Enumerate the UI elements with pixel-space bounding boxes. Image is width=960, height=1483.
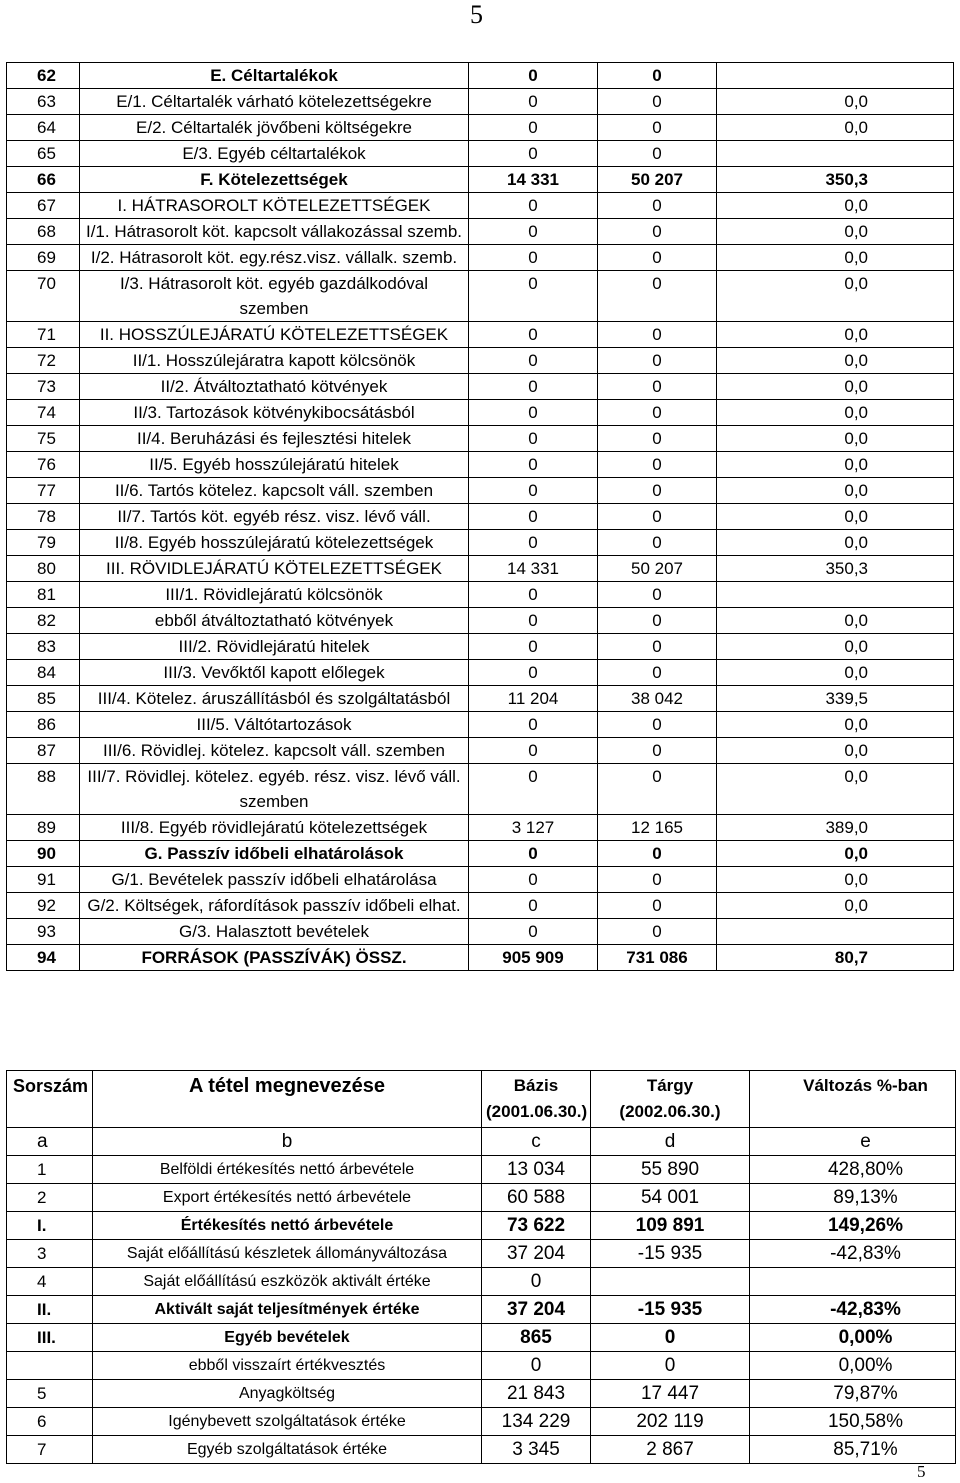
row-value-base: 0	[469, 426, 598, 452]
row-number: 83	[7, 634, 80, 660]
table-row	[7, 893, 954, 919]
row-value-base: 0	[469, 841, 598, 867]
row-item-name: G/2. Költségek, ráfordítások passzív időbeli elhat.	[80, 893, 469, 919]
table-row	[7, 193, 954, 219]
row-value-change: 80,7	[717, 945, 954, 971]
table-row	[7, 1296, 956, 1324]
row-value-change: -42,83%	[750, 1240, 956, 1268]
row-item-name: II/6. Tartós kötelez. kapcsolt váll. szemben	[80, 478, 469, 504]
row-number: 84	[7, 660, 80, 686]
table-row	[7, 556, 954, 582]
row-value-subject: 50 207	[598, 167, 717, 193]
row-value-base: 0	[469, 893, 598, 919]
table-row	[7, 504, 954, 530]
row-value-base: 0	[469, 738, 598, 764]
row-number: 85	[7, 686, 80, 712]
row-value-change: 428,80%	[750, 1156, 956, 1184]
row-value-subject: 0	[591, 1352, 750, 1380]
table-row	[7, 478, 954, 504]
row-item-name: III/2. Rövidlejáratú hitelek	[80, 634, 469, 660]
row-value-change: 0,0	[717, 452, 954, 478]
table-row	[7, 1436, 956, 1464]
row-value-change: 0,0	[717, 867, 954, 893]
row-item-name: III/6. Rövidlej. kötelez. kapcsolt váll. szemben	[80, 738, 469, 764]
row-value-base: 0	[469, 452, 598, 478]
table-row	[7, 426, 954, 452]
row-value-base: 0	[469, 193, 598, 219]
row-value-base: 0	[469, 245, 598, 271]
table-row	[7, 919, 954, 945]
row-number: 74	[7, 400, 80, 426]
row-number: 91	[7, 867, 80, 893]
row-value-subject: 0	[598, 530, 717, 556]
row-value-base: 14 331	[469, 167, 598, 193]
row-value-change: 389,0	[717, 815, 954, 841]
row-value-change	[717, 582, 954, 608]
income-statement-table	[6, 1070, 956, 1464]
table-row	[7, 219, 954, 245]
row-item-name: Értékesítés nettó árbevétele	[93, 1212, 482, 1240]
row-value-change: 0,0	[717, 712, 954, 738]
row-value-subject: 0	[598, 271, 717, 322]
row-serial: 3	[7, 1240, 93, 1268]
row-number: 89	[7, 815, 80, 841]
row-value-change	[750, 1268, 956, 1296]
table-row	[7, 63, 954, 89]
row-value-change: 149,26%	[750, 1212, 956, 1240]
header-serial: Sorszám	[7, 1071, 93, 1128]
row-item-name: ebből visszaírt értékvesztés	[93, 1352, 482, 1380]
row-value-base: 14 331	[469, 556, 598, 582]
table-row	[7, 1156, 956, 1184]
row-item-name: Saját előállítású eszközök aktivált értéke	[93, 1268, 482, 1296]
row-item-name: Anyagköltség	[93, 1380, 482, 1408]
row-item-name: Saját előállítású készletek állományváltozása	[93, 1240, 482, 1268]
row-item-name: II/4. Beruházási és fejlesztési hitelek	[80, 426, 469, 452]
row-value-change: 0,0	[717, 245, 954, 271]
row-item-name: III/5. Váltótartozások	[80, 712, 469, 738]
row-value-subject: 109 891	[591, 1212, 750, 1240]
row-value-subject: 0	[598, 660, 717, 686]
row-number: 86	[7, 712, 80, 738]
row-item-name: FORRÁSOK (PASSZÍVÁK) ÖSSZ.	[80, 945, 469, 971]
row-value-base: 0	[469, 582, 598, 608]
row-value-subject: 12 165	[598, 815, 717, 841]
row-value-subject: 0	[598, 867, 717, 893]
row-number: 78	[7, 504, 80, 530]
row-value-subject: -15 935	[591, 1296, 750, 1324]
table-row	[7, 374, 954, 400]
row-value-subject: 0	[598, 245, 717, 271]
row-serial: 1	[7, 1156, 93, 1184]
row-value-base: 0	[469, 374, 598, 400]
row-value-change: 79,87%	[750, 1380, 956, 1408]
row-value-change: 0,0	[717, 219, 954, 245]
table-row	[7, 867, 954, 893]
row-number: 73	[7, 374, 80, 400]
row-value-change: 0,0	[717, 271, 954, 322]
row-value-subject: 0	[598, 141, 717, 167]
row-value-base: 0	[469, 400, 598, 426]
letter-c: c	[482, 1128, 591, 1156]
row-item-name: II/8. Egyéb hosszúlejáratú kötelezettségek	[80, 530, 469, 556]
table-row	[7, 1240, 956, 1268]
row-value-subject: 0	[598, 634, 717, 660]
row-value-subject: 0	[598, 348, 717, 374]
row-number: 66	[7, 167, 80, 193]
row-value-subject: 202 119	[591, 1408, 750, 1436]
row-number: 77	[7, 478, 80, 504]
row-value-base: 0	[469, 634, 598, 660]
row-value-change: 0,0	[717, 504, 954, 530]
table-row	[7, 1268, 956, 1296]
row-number: 82	[7, 608, 80, 634]
table-row	[7, 271, 954, 322]
row-item-name: III/4. Kötelez. áruszállításból és szolgáltatásból	[80, 686, 469, 712]
row-value-subject: 0	[598, 764, 717, 815]
row-value-change	[717, 63, 954, 89]
row-value-change	[717, 141, 954, 167]
row-value-base: 0	[469, 712, 598, 738]
row-number: 67	[7, 193, 80, 219]
row-value-subject: 55 890	[591, 1156, 750, 1184]
row-value-base: 0	[469, 764, 598, 815]
row-value-subject: -15 935	[591, 1240, 750, 1268]
row-value-base: 37 204	[482, 1240, 591, 1268]
row-item-name: III/3. Vevőktől kapott előlegek	[80, 660, 469, 686]
row-item-name: II/2. Átváltoztatható kötvények	[80, 374, 469, 400]
row-value-subject: 38 042	[598, 686, 717, 712]
row-value-subject: 0	[598, 582, 717, 608]
row-value-base: 60 588	[482, 1184, 591, 1212]
row-value-change: 0,0	[717, 738, 954, 764]
row-value-change: 339,5	[717, 686, 954, 712]
table-row	[7, 1352, 956, 1380]
row-value-change: 0,00%	[750, 1324, 956, 1352]
table-row	[7, 1212, 956, 1240]
row-value-base: 3 127	[469, 815, 598, 841]
row-value-base: 0	[469, 141, 598, 167]
row-value-change: 0,0	[717, 348, 954, 374]
table-row	[7, 167, 954, 193]
row-value-subject: 0	[598, 89, 717, 115]
row-item-name: ebből átváltoztatható kötvények	[80, 608, 469, 634]
row-value-subject: 2 867	[591, 1436, 750, 1464]
row-item-name: E/3. Egyéb céltartalékok	[80, 141, 469, 167]
header-base: Bázis (2001.06.30.)	[482, 1071, 591, 1128]
row-value-base: 11 204	[469, 686, 598, 712]
row-value-base: 0	[469, 530, 598, 556]
row-value-change: 0,0	[717, 764, 954, 815]
row-value-subject: 0	[598, 374, 717, 400]
row-value-base: 0	[469, 63, 598, 89]
row-value-subject: 54 001	[591, 1184, 750, 1212]
row-value-subject: 0	[598, 115, 717, 141]
page-number-bottom: 5	[917, 1462, 926, 1481]
row-number: 63	[7, 89, 80, 115]
row-value-subject: 0	[598, 712, 717, 738]
row-item-name: I. HÁTRASOROLT KÖTELEZETTSÉGEK	[80, 193, 469, 219]
table-row	[7, 141, 954, 167]
row-serial: III.	[7, 1324, 93, 1352]
page-number-top: 5	[470, 0, 483, 29]
row-value-base: 73 622	[482, 1212, 591, 1240]
row-value-base: 0	[469, 271, 598, 322]
row-value-base: 0	[469, 660, 598, 686]
row-value-base: 0	[469, 115, 598, 141]
row-value-subject: 0	[598, 219, 717, 245]
row-value-base: 0	[469, 608, 598, 634]
header-subject: Tárgy (2002.06.30.)	[591, 1071, 750, 1128]
row-item-name: I/1. Hátrasorolt köt. kapcsolt vállakozással szemb.	[80, 219, 469, 245]
row-value-subject: 0	[598, 193, 717, 219]
row-number: 71	[7, 322, 80, 348]
letter-d: d	[591, 1128, 750, 1156]
row-serial: I.	[7, 1212, 93, 1240]
row-value-base: 0	[469, 322, 598, 348]
row-value-change: 0,0	[717, 115, 954, 141]
row-item-name: E/2. Céltartalék jövőbeni költségekre	[80, 115, 469, 141]
row-serial: 7	[7, 1436, 93, 1464]
row-number: 88	[7, 764, 80, 815]
table-row	[7, 634, 954, 660]
row-item-name: III. RÖVIDLEJÁRATÚ KÖTELEZETTSÉGEK	[80, 556, 469, 582]
row-item-name: G/1. Bevételek passzív időbeli elhatárolása	[80, 867, 469, 893]
row-value-change: 0,0	[717, 478, 954, 504]
row-value-change: 150,58%	[750, 1408, 956, 1436]
row-serial: 6	[7, 1408, 93, 1436]
row-serial	[7, 1352, 93, 1380]
table-row	[7, 452, 954, 478]
table-row	[7, 89, 954, 115]
row-item-name: Export értékesítés nettó árbevétele	[93, 1184, 482, 1212]
row-value-base: 13 034	[482, 1156, 591, 1184]
row-item-name: Egyéb szolgáltatások értéke	[93, 1436, 482, 1464]
row-value-subject: 0	[598, 478, 717, 504]
row-value-change: 0,0	[717, 893, 954, 919]
table-row	[7, 815, 954, 841]
table-row	[7, 660, 954, 686]
row-value-base: 905 909	[469, 945, 598, 971]
table-row	[7, 400, 954, 426]
row-value-change: 0,0	[717, 193, 954, 219]
header-row	[7, 1071, 956, 1128]
row-item-name: II. HOSSZÚLEJÁRATÚ KÖTELEZETTSÉGEK	[80, 322, 469, 348]
row-value-change: 89,13%	[750, 1184, 956, 1212]
row-number: 80	[7, 556, 80, 582]
table-row	[7, 322, 954, 348]
row-item-name: II/5. Egyéb hosszúlejáratú hitelek	[80, 452, 469, 478]
row-serial: 4	[7, 1268, 93, 1296]
table-row	[7, 582, 954, 608]
row-item-name: G/3. Halasztott bevételek	[80, 919, 469, 945]
row-number: 87	[7, 738, 80, 764]
row-value-base: 0	[469, 504, 598, 530]
row-value-subject: 0	[598, 426, 717, 452]
row-value-change: -42,83%	[750, 1296, 956, 1324]
row-item-name: II/7. Tartós köt. egyéb rész. visz. lévő váll.	[80, 504, 469, 530]
table-row	[7, 1324, 956, 1352]
row-value-subject: 0	[598, 919, 717, 945]
row-number: 64	[7, 115, 80, 141]
row-item-name: E/1. Céltartalék várható kötelezettségekre	[80, 89, 469, 115]
table-row	[7, 945, 954, 971]
row-value-subject: 0	[598, 400, 717, 426]
row-value-base: 37 204	[482, 1296, 591, 1324]
row-number: 92	[7, 893, 80, 919]
row-value-subject: 0	[598, 504, 717, 530]
header-change: Változás %-ban	[750, 1071, 956, 1128]
row-number: 68	[7, 219, 80, 245]
row-item-name: Egyéb bevételek	[93, 1324, 482, 1352]
row-item-name: II/3. Tartozások kötvénykibocsátásból	[80, 400, 469, 426]
row-item-name: Igénybevett szolgáltatások értéke	[93, 1408, 482, 1436]
row-number: 70	[7, 271, 80, 322]
row-number: 72	[7, 348, 80, 374]
row-value-change: 0,0	[717, 608, 954, 634]
row-value-base: 865	[482, 1324, 591, 1352]
row-item-name: II/1. Hosszúlejáratra kapott kölcsönök	[80, 348, 469, 374]
table-row	[7, 764, 954, 815]
row-item-name: F. Kötelezettségek	[80, 167, 469, 193]
row-value-change: 85,71%	[750, 1436, 956, 1464]
row-value-subject: 50 207	[598, 556, 717, 582]
balance-sheet-table	[6, 62, 954, 971]
row-item-name: III/1. Rövidlejáratú kölcsönök	[80, 582, 469, 608]
row-value-change: 0,0	[717, 841, 954, 867]
row-value-subject: 17 447	[591, 1380, 750, 1408]
row-number: 79	[7, 530, 80, 556]
row-item-name: Aktivált saját teljesítmények értéke	[93, 1296, 482, 1324]
row-value-base: 134 229	[482, 1408, 591, 1436]
row-value-base: 0	[469, 867, 598, 893]
row-value-change: 0,0	[717, 660, 954, 686]
row-serial: II.	[7, 1296, 93, 1324]
table-row	[7, 1184, 956, 1212]
table-row	[7, 348, 954, 374]
row-value-subject: 0	[598, 608, 717, 634]
row-value-base: 0	[469, 89, 598, 115]
row-item-name: III/8. Egyéb rövidlejáratú kötelezettségek	[80, 815, 469, 841]
table-row	[7, 245, 954, 271]
row-number: 62	[7, 63, 80, 89]
row-value-change: 0,0	[717, 89, 954, 115]
row-value-subject: 0	[598, 322, 717, 348]
row-serial: 2	[7, 1184, 93, 1212]
row-value-subject	[591, 1268, 750, 1296]
row-number: 65	[7, 141, 80, 167]
row-number: 81	[7, 582, 80, 608]
letter-b: b	[93, 1128, 482, 1156]
table-row	[7, 530, 954, 556]
table-row	[7, 115, 954, 141]
row-value-change: 0,0	[717, 374, 954, 400]
row-value-base: 0	[469, 919, 598, 945]
row-value-change: 0,0	[717, 426, 954, 452]
row-value-subject: 0	[598, 452, 717, 478]
row-value-base: 0	[469, 478, 598, 504]
row-value-subject: 0	[598, 893, 717, 919]
row-value-base: 0	[482, 1268, 591, 1296]
row-value-subject: 0	[598, 738, 717, 764]
row-number: 94	[7, 945, 80, 971]
row-value-change: 350,3	[717, 556, 954, 582]
row-item-name: Belföldi értékesítés nettó árbevétele	[93, 1156, 482, 1184]
row-number: 75	[7, 426, 80, 452]
row-item-name: E. Céltartalékok	[80, 63, 469, 89]
row-value-base: 3 345	[482, 1436, 591, 1464]
row-item-name: I/2. Hátrasorolt köt. egy.rész.visz. vállalk. szemb.	[80, 245, 469, 271]
table-row	[7, 608, 954, 634]
row-value-change: 0,0	[717, 634, 954, 660]
table-row	[7, 686, 954, 712]
row-number: 69	[7, 245, 80, 271]
row-serial: 5	[7, 1380, 93, 1408]
header-item-name: A tétel megnevezése	[93, 1071, 482, 1128]
table-row	[7, 841, 954, 867]
row-value-base: 0	[482, 1352, 591, 1380]
row-value-base: 21 843	[482, 1380, 591, 1408]
row-value-subject: 0	[598, 63, 717, 89]
row-value-base: 0	[469, 348, 598, 374]
row-value-subject: 0	[598, 841, 717, 867]
column-letter-row	[7, 1128, 956, 1156]
letter-e: e	[750, 1128, 956, 1156]
row-value-change: 0,00%	[750, 1352, 956, 1380]
table-row	[7, 1408, 956, 1436]
row-value-subject: 0	[591, 1324, 750, 1352]
letter-a: a	[7, 1128, 93, 1156]
row-value-change	[717, 919, 954, 945]
row-value-change: 0,0	[717, 530, 954, 556]
row-item-name: I/3. Hátrasorolt köt. egyéb gazdálkodóval szemben	[80, 271, 469, 322]
row-value-change: 350,3	[717, 167, 954, 193]
row-value-change: 0,0	[717, 322, 954, 348]
table-row	[7, 1380, 956, 1408]
row-number: 90	[7, 841, 80, 867]
row-number: 76	[7, 452, 80, 478]
table-row	[7, 738, 954, 764]
table-row	[7, 712, 954, 738]
row-value-change: 0,0	[717, 400, 954, 426]
row-value-subject: 731 086	[598, 945, 717, 971]
row-value-base: 0	[469, 219, 598, 245]
row-number: 93	[7, 919, 80, 945]
row-item-name: III/7. Rövidlej. kötelez. egyéb. rész. visz. lévő váll. szemben	[80, 764, 469, 815]
row-item-name: G. Passzív időbeli elhatárolások	[80, 841, 469, 867]
